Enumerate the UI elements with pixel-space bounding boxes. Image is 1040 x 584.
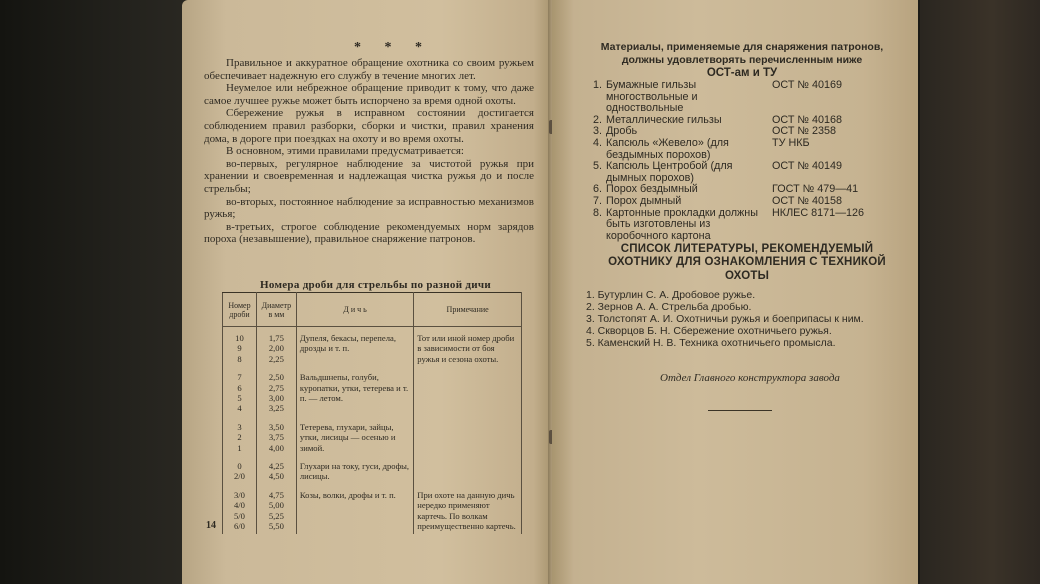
- shot-number-cell-value: 0: [237, 461, 242, 472]
- materials-heading: [582, 41, 902, 80]
- left-page: [182, 0, 552, 584]
- header-number: Номер дроби: [223, 293, 257, 327]
- shot-number-cell-value: 2/0: [233, 471, 245, 482]
- material-standard: ОСТ № 40169: [772, 79, 843, 91]
- table-title: Номера дроби для стрельбы по разной дичи: [260, 279, 492, 291]
- material-item: [588, 196, 888, 208]
- literature-list: [586, 289, 900, 349]
- game-cell: [296, 327, 413, 367]
- shot-number-cell-value: 4/0: [233, 500, 245, 511]
- materials-list: [588, 80, 888, 242]
- shot-diameter-cell-value: 4,25: [268, 461, 284, 472]
- shot-diameter-cell-value: 2,50: [268, 372, 284, 383]
- shot-number-cell-value: 8: [237, 353, 242, 364]
- literature-item: 3. Толстопят А. И. Охотничьи ружья и боеприпасы к ним.: [586, 313, 864, 325]
- shot-number-cell-value: 7: [237, 372, 242, 383]
- material-number: 4.: [592, 136, 602, 149]
- note-cell: [414, 416, 522, 455]
- note-cell: [414, 366, 522, 416]
- note-cell: [414, 484, 522, 534]
- shot-diameter-cell-value: 2,00: [268, 343, 284, 354]
- table-row: [223, 416, 522, 455]
- shot-number-cell-value: 10: [235, 333, 244, 343]
- material-number: 6.: [592, 183, 602, 196]
- shot-number-cell: [223, 416, 257, 455]
- shot-diameter-cell-value: 4,75: [268, 489, 284, 500]
- material-name: Порох дымный: [606, 194, 682, 207]
- shot-number-cell: [223, 327, 257, 367]
- shot-diameter-cell: [256, 484, 296, 534]
- shot-number-cell-value: 5: [237, 393, 242, 404]
- shot-diameter-cell-value: 1,75: [268, 333, 284, 343]
- note-cell-value: Тот или иной номер дроби в зависимости от боя ружья и сезона охоты.: [417, 333, 515, 364]
- material-item: [588, 208, 888, 243]
- materials-heading-line: ОСТ-ам и ТУ: [706, 67, 778, 79]
- shot-number-cell-value: 9: [237, 343, 242, 354]
- material-number: 2.: [592, 113, 602, 126]
- shot-diameter-cell-value: 3,75: [268, 432, 284, 443]
- material-standard: ТУ НКБ: [772, 136, 810, 149]
- literature-item: 5. Каменский Н. В. Техника охотничьего промысла.: [586, 337, 836, 349]
- material-number: 1.: [592, 79, 602, 91]
- material-name: Капсюль Центробой (для дымных порохов): [606, 160, 733, 184]
- material-item: [588, 161, 888, 184]
- game-cell: [296, 484, 413, 534]
- shot-number-cell: [223, 455, 257, 484]
- table-header-row: [223, 293, 522, 327]
- shot-diameter-cell-value: 4,50: [268, 471, 284, 482]
- material-name: Дробь: [606, 125, 638, 138]
- shot-number-cell-value: 3/0: [233, 489, 245, 500]
- table-row: [223, 455, 522, 484]
- shot-diameter-cell-value: 2,25: [268, 353, 284, 364]
- game-cell: [296, 455, 413, 484]
- material-number: 5.: [592, 160, 602, 173]
- literature-heading-line: ОХОТНИКУ ДЛЯ ОЗНАКОМЛЕНИЯ С ТЕХНИКОЙ: [608, 256, 886, 269]
- table-row: [223, 484, 522, 534]
- shot-diameter-cell-value: 3,50: [268, 421, 284, 432]
- right-page: [552, 0, 918, 584]
- materials-heading-line: Материалы, применяемые для снаряжения патронов,: [600, 41, 884, 53]
- shot-diameter-cell-value: 2,75: [268, 382, 284, 393]
- shot-number-cell-value: 3: [237, 421, 242, 432]
- page-number: 14: [206, 520, 216, 531]
- table-row: [223, 366, 522, 416]
- material-number: 3.: [592, 125, 602, 138]
- literature-item: 2. Зернов А. А. Стрельба дробью.: [586, 301, 752, 313]
- shot-number-cell-value: 6/0: [233, 521, 245, 532]
- material-standard: ОСТ № 40158: [772, 194, 843, 207]
- material-number: 7.: [592, 194, 602, 207]
- material-number: 8.: [592, 206, 602, 219]
- shot-number-cell-value: 6: [237, 382, 242, 393]
- material-name: Порох бездымный: [606, 183, 698, 196]
- shot-diameter-cell-value: 3,00: [268, 393, 284, 404]
- shot-diameter-cell-value: 5,00: [268, 500, 284, 511]
- material-item: [588, 138, 888, 161]
- paragraph: Неумелое или небрежное обращение приводит к тому, что даже самое лучшее ружье может быть испорчено за время одной охоты.: [204, 82, 534, 107]
- material-standard: ОСТ № 40149: [772, 160, 843, 173]
- shot-number-cell-value: 4: [237, 403, 242, 414]
- shot-diameter-cell-value: 4,00: [268, 442, 284, 453]
- closing-rule: [708, 410, 772, 411]
- material-item: [588, 80, 888, 115]
- shot-number-cell-value: 5/0: [233, 510, 245, 521]
- paragraph: Правильное и аккуратное обращение охотника со своим ружьем обеспечивает надежную его службу в течение многих лет.: [204, 57, 534, 82]
- game-cell-value: Глухари на току, гуси, дрофы, лисицы.: [299, 461, 410, 482]
- shot-diameter-cell: [256, 327, 296, 367]
- material-standard: НКЛЕС 8171—126: [772, 206, 865, 219]
- shot-number-cell-value: 1: [237, 442, 242, 453]
- material-standard: ГОСТ № 479—41: [772, 183, 859, 196]
- literature-item: 1. Бутурлин С. А. Дробовое ружье.: [586, 289, 756, 301]
- paragraph: в-третьих, строгое соблюдение рекомендуемых норм зарядов пороха (незавышение), правильное снаряжение патронов.: [204, 220, 534, 246]
- literature-heading-line: ОХОТЫ: [724, 269, 770, 282]
- literature-item: 4. Скворцов Б. Н. Сбережение охотничьего ружья.: [586, 325, 832, 337]
- material-name: Бумажные гильзы многоствольные и одноствольные: [606, 79, 698, 115]
- header-diameter: Диаметр в мм: [256, 293, 296, 327]
- shot-diameter-cell-value: 5,25: [268, 510, 284, 521]
- shot-diameter-cell: [256, 366, 296, 416]
- paragraph: В основном, этими правилами предусматривается:: [226, 145, 464, 158]
- shot-diameter-cell: [256, 416, 296, 455]
- paragraph: во-вторых, постоянное наблюдение за исправностью механизмов ружья;: [204, 195, 534, 221]
- shot-table: [222, 292, 522, 534]
- note-cell: [414, 327, 522, 367]
- game-cell: [296, 366, 413, 416]
- shot-number-cell: [223, 484, 257, 534]
- header-note: Примечание: [414, 293, 522, 327]
- materials-heading-line: должны удовлетворять перечисленным ниже: [621, 54, 863, 66]
- material-name: Капсюль «Жевело» (для бездымных порохов): [606, 136, 729, 161]
- table-row: [223, 327, 522, 367]
- shot-number-cell-value: 2: [237, 432, 242, 443]
- material-name: Металлические гильзы: [606, 113, 722, 126]
- game-cell-value: Козы, волки, дрофы и т. п.: [299, 489, 396, 500]
- literature-heading: [582, 243, 912, 283]
- department-signature: Отдел Главного конструктора завода: [660, 372, 840, 384]
- shot-diameter-cell: [256, 455, 296, 484]
- ornament: * * *: [354, 40, 432, 55]
- game-cell-value: Дупеля, бекасы, перепела, дрозды и т. п.: [299, 333, 396, 354]
- background-left: [0, 0, 190, 584]
- material-name: Картонные прокладки должны быть изготовлены из коробочного картона: [606, 206, 758, 242]
- shot-diameter-cell-value: 5,50: [268, 521, 284, 532]
- game-cell-value: Тетерева, глухари, зайцы, утки, лисицы — осенью и зимой.: [299, 421, 396, 453]
- note-cell: [414, 455, 522, 484]
- material-standard: ОСТ № 40168: [772, 113, 843, 126]
- literature-heading-line: СПИСОК ЛИТЕРАТУРЫ, РЕКОМЕНДУЕМЫЙ: [620, 243, 874, 255]
- header-game: Д и ч ь: [296, 293, 413, 327]
- paragraph: Сбережение ружья в исправном состоянии достигается соблюдением правил разборки, сборки и чистки, правил хранения дома, в дороге при поездках на охоту и во время охоты.: [204, 107, 534, 145]
- material-standard: ОСТ № 2358: [772, 125, 837, 138]
- paragraph: во-первых, регулярное наблюдение за чистотой ружья при хранении и своевременная и надлежащая чистка ружья до и после стрельбы;: [204, 157, 534, 195]
- background-right: [920, 0, 1040, 584]
- game-cell: [296, 416, 413, 455]
- shot-diameter-cell-value: 3,25: [268, 403, 284, 414]
- note-cell-value: При охоте на данную дичь нередко применяют картечь. По волкам преимущественно картечь.: [417, 489, 516, 532]
- game-cell-value: Вальдшнепы, голуби, куропатки, утки, тетерева и т. п. — летом.: [299, 372, 409, 404]
- table-body: [223, 327, 522, 534]
- left-text-block: [204, 57, 534, 246]
- shot-number-cell: [223, 366, 257, 416]
